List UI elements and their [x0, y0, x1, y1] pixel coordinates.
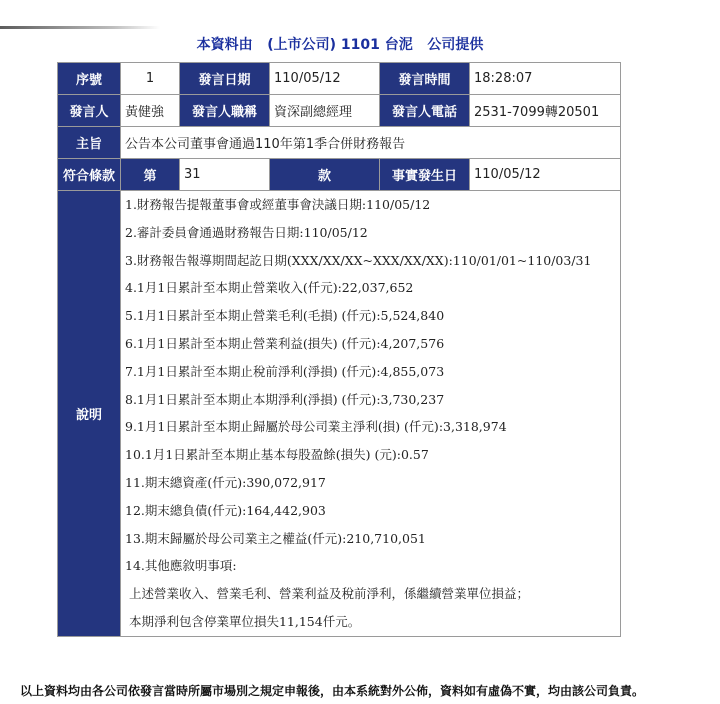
table-row	[58, 127, 621, 159]
article-value: 31	[180, 159, 270, 191]
description-line: 1.財務報告提報董事會或經董事會決議日期:110/05/12	[125, 197, 431, 212]
description-line: 10.1月1日累計至本期止基本每股盈餘(損失) (元):0.57	[125, 447, 429, 463]
description-line: 上述營業收入、營業毛利、營業利益及稅前淨利，係繼續營業單位損益；	[125, 586, 529, 602]
event-date-value: 110/05/12	[470, 159, 621, 191]
description-line: 12.期末總負債(仟元):164,442,903	[125, 502, 326, 518]
announcement-table	[57, 62, 621, 637]
table-row	[58, 63, 621, 95]
description-label: 說明	[58, 191, 121, 637]
date-label: 發言日期	[180, 63, 270, 95]
description-line: 8.1月1日累計至本期止本期淨利(淨損) (仟元):3,730,237	[125, 391, 445, 407]
speaker-phone-label: 發言人電話	[380, 95, 470, 127]
date-value: 110/05/12	[270, 63, 380, 95]
description-line: 7.1月1日累計至本期止稅前淨利(淨損) (仟元):4,855,073	[125, 363, 445, 379]
speaker-label: 發言人	[58, 95, 121, 127]
description-line: 11.期末總資產(仟元):390,072,917	[125, 474, 326, 490]
time-value: 18:28:07	[470, 63, 621, 95]
time-label: 發言時間	[380, 63, 470, 95]
seq-value: 1	[121, 63, 180, 95]
description-line: 6.1月1日累計至本期止營業利益(損失) (仟元):4,207,576	[125, 335, 445, 351]
top-rule	[0, 26, 160, 29]
page-heading: 本資料由 (上市公司) 1101 台泥 公司提供	[196, 37, 484, 53]
description-line: 5.1月1日累計至本期止營業毛利(毛損) (仟元):5,524,840	[125, 308, 445, 324]
table-row	[58, 95, 621, 127]
description-line: 14.其他應敘明事項:	[125, 558, 237, 574]
speaker-title-value: 資深副總經理	[270, 95, 380, 127]
clause-label: 符合條款	[58, 159, 121, 191]
description-line: 4.1月1日累計至本期止營業收入(仟元):22,037,652	[125, 280, 414, 296]
speaker-phone-value: 2531-7099轉20501	[470, 95, 621, 127]
description-line: 本期淨利包含停業單位損失11,154仟元。	[125, 613, 361, 629]
event-date-label: 事實發生日	[380, 159, 470, 191]
table-row	[58, 159, 621, 191]
description-line: 13.期末歸屬於母公司業主之權益(仟元):210,710,051	[125, 530, 426, 546]
speaker-title-label: 發言人職稱	[180, 95, 270, 127]
subject-label: 主旨	[58, 127, 121, 159]
description-line: 2.審計委員會通過財務報告日期:110/05/12	[125, 224, 368, 240]
description-body	[121, 191, 621, 637]
table-row	[58, 191, 621, 637]
seq-label: 序號	[58, 63, 121, 95]
description-line: 9.1月1日累計至本期止歸屬於母公司業主淨利(損) (仟元):3,318,974	[125, 419, 507, 435]
subject-value: 公告本公司董事會通過110年第1季合併財務報告	[121, 127, 621, 159]
disclaimer-footnote: 以上資料均由各公司依發言當時所屬市場別之規定申報後，由本系統對外公佈，資料如有虛偽不實，均由該公司負責。	[20, 684, 645, 698]
article-label: 第	[121, 159, 180, 191]
paragraph-label: 款	[270, 159, 380, 191]
speaker-value: 黃健強	[121, 95, 180, 127]
description-line: 3.財務報告報導期間起訖日期(XXX/XX/XX~XXX/XX/XX):110/01/01~110/03/31	[125, 252, 592, 268]
